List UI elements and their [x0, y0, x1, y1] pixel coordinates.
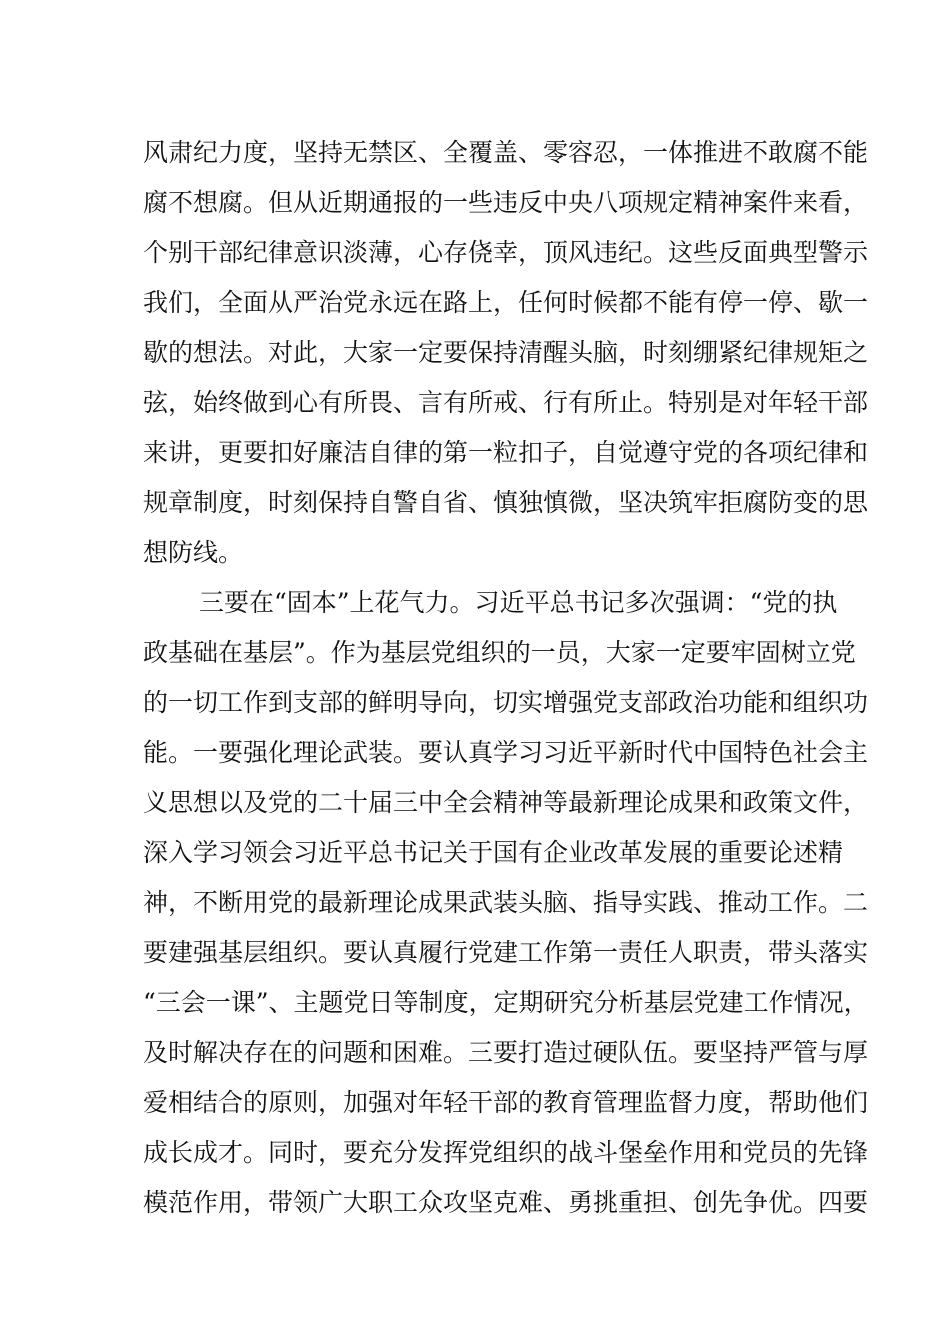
- text-line: 风肃纪力度，坚持无禁区、全覆盖、零容忍，一体推进不敢腐不能: [143, 138, 869, 167]
- text-line: 要建强基层组织。要认真履行党建工作第一责任人职责，带头落实: [143, 938, 869, 967]
- text-line: 我们，全面从严治党永远在路上，任何时候都不能有停一停、歇一: [143, 288, 869, 317]
- text-line: 来讲，更要扣好廉洁自律的第一粒扣子，自觉遵守党的各项纪律和: [143, 438, 869, 467]
- text-line: 爱相结合的原则，加强对年轻干部的教育管理监督力度，帮助他们: [143, 1088, 869, 1117]
- text-line: 能。一要强化理论武装。要认真学习习近平新时代中国特色社会主: [143, 738, 869, 767]
- text-line: 深入学习领会习近平总书记关于国有企业改革发展的重要论述精: [143, 838, 844, 867]
- text-line: 个别干部纪律意识淡薄，心存侥幸，顶风违纪。这些反面典型警示: [143, 238, 869, 267]
- text-line: 想防线。: [143, 538, 244, 567]
- paragraph-start-line: 三要在“固本”上花气力。习近平总书记多次强调：“党的执: [199, 588, 838, 617]
- text-line: 模范作用，带领广大职工众攻坚克难、勇挑重担、创先争优。四要: [143, 1188, 869, 1217]
- body-text: [143, 128, 869, 1228]
- text-line: 歇的想法。对此，大家一定要保持清醒头脑，时刻绷紧纪律规矩之: [143, 338, 869, 367]
- text-line: 腐不想腐。但从近期通报的一些违反中央八项规定精神案件来看，: [143, 188, 869, 217]
- text-line: 弦，始终做到心有所畏、言有所戒、行有所止。特别是对年轻干部: [143, 388, 869, 417]
- text-line: 政基础在基层”。作为基层党组织的一员，大家一定要牢固树立党: [143, 638, 856, 667]
- text-line: 及时解决存在的问题和困难。三要打造过硬队伍。要坚持严管与厚: [143, 1038, 869, 1067]
- text-line: 神，不断用党的最新理论成果武装头脑、指导实践、推动工作。二: [143, 888, 869, 917]
- text-line: “三会一课”、主题党日等制度，定期研究分析基层党建工作情况，: [143, 988, 869, 1017]
- text-line: 义思想以及党的二十届三中全会精神等最新理论成果和政策文件，: [143, 788, 869, 817]
- text-line: 成长成才。同时，要充分发挥党组织的战斗堡垒作用和党员的先锋: [143, 1138, 869, 1167]
- text-line: 规章制度，时刻保持自警自省、慎独慎微，坚决筑牢拒腐防变的思: [143, 488, 869, 517]
- text-line: 的一切工作到支部的鲜明导向，切实增强党支部政治功能和组织功: [143, 688, 869, 717]
